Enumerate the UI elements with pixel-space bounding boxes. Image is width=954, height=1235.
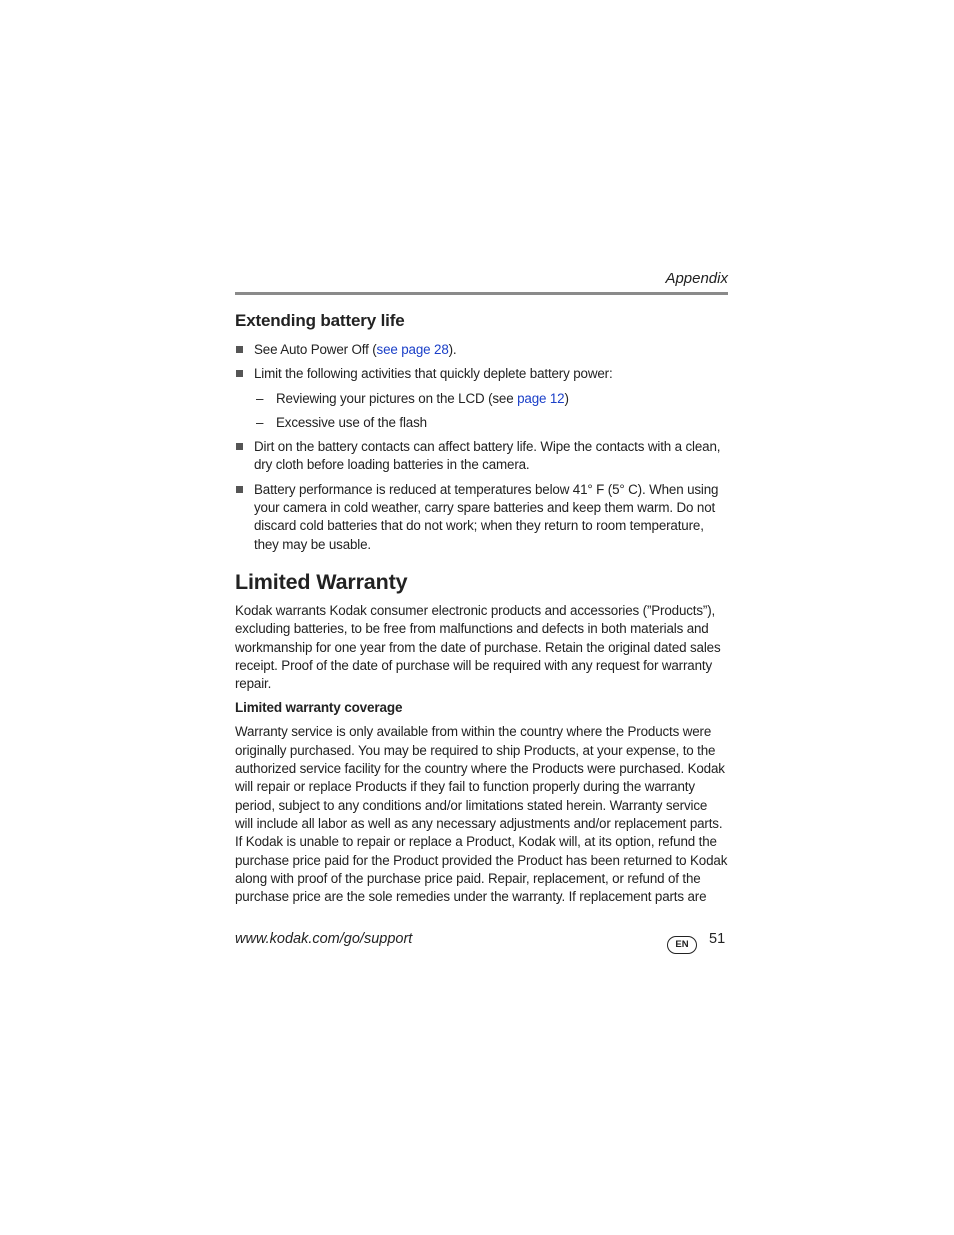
list-item: Dirt on the battery contacts can affect battery life. Wipe the contacts with a clean, dry cloth before loading batteries in the camera. bbox=[235, 438, 728, 475]
battery-tips-list bbox=[235, 341, 728, 554]
coverage-heading: Limited warranty coverage bbox=[235, 700, 403, 716]
list-item: See Auto Power Off (see page 28). bbox=[235, 341, 728, 359]
battery-heading: Extending battery life bbox=[235, 311, 405, 330]
page-content bbox=[235, 310, 728, 906]
list-item: Battery performance is reduced at temperatures below 41° F (5° C). When using your camera in cold weather, carry spare batteries and keep them warm. Do not discard cold batteries that do not work; when they return to room temperature, they may be usable. bbox=[235, 481, 728, 554]
page-12-link[interactable]: page 12 bbox=[517, 390, 565, 406]
list-item: Limit the following activities that quickly deplete battery power: – Reviewing your pictures on the LCD (see page 12) – Excessive use of the flash bbox=[235, 365, 728, 432]
sub-list-item: – Reviewing your pictures on the LCD (see page 12) bbox=[254, 390, 728, 408]
square-bullet-icon bbox=[236, 486, 243, 493]
language-badge: EN bbox=[667, 936, 697, 954]
square-bullet-icon bbox=[236, 346, 243, 353]
coverage-text: Warranty service is only available from within the country where the Products were originally purchased. You may be required to ship Products, at your expense, to the authorized service facility for the country where the Products were purchased. Kodak will repair or replace Products if they fail to function properly during the warranty period, subject to any conditions and/or limitations stated herein. Warranty service will include all labor as well as any necessary adjustments and/or replacement parts. If Kodak is unable to repair or replace a Product, Kodak will, at its option, refund the purchase price paid for the Product provided the Product has been returned to Kodak along with proof of the purchase price paid. Repair, replacement, or refund of the purchase price are the sole remedies under the warranty. If replacement parts are bbox=[235, 724, 728, 905]
page-number: 51 bbox=[709, 931, 726, 947]
header-rule bbox=[235, 292, 728, 295]
support-url: www.kodak.com/go/support bbox=[235, 931, 413, 947]
square-bullet-icon bbox=[236, 443, 243, 450]
activities-sublist bbox=[254, 390, 728, 433]
see-page-28-link[interactable]: see page 28 bbox=[376, 342, 449, 357]
section-header: Appendix bbox=[665, 270, 728, 287]
sub-list-item: – Excessive use of the flash bbox=[254, 414, 728, 432]
square-bullet-icon bbox=[236, 370, 243, 377]
dash-bullet-icon: – bbox=[256, 414, 264, 430]
warranty-intro: Kodak warrants Kodak consumer electronic products and accessories (”Products”), excluding batteries, to be free from malfunctions and defects in both materials and workmanship for one year from the date of purchase. Retain the original dated sales receipt. Proof of the date of purchase will be required with any request for warranty repair. bbox=[235, 602, 721, 692]
dash-bullet-icon: – bbox=[256, 390, 264, 406]
warranty-heading: Limited Warranty bbox=[235, 569, 408, 594]
